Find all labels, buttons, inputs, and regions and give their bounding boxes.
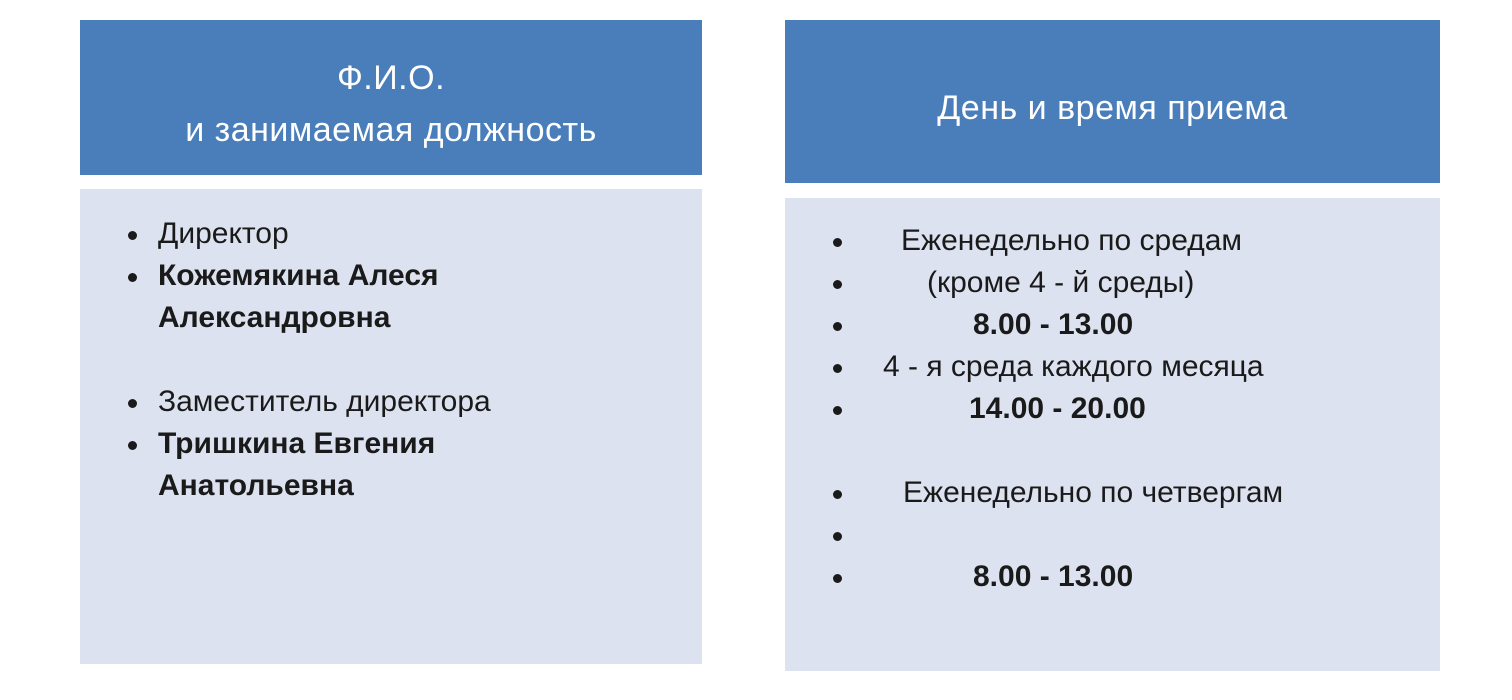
bullet-list-names <box>100 213 682 507</box>
column-names-positions <box>80 20 702 664</box>
list-item-text: Тришкина Евгения <box>158 427 436 460</box>
list-item-text-continuation: Александровна <box>158 301 391 334</box>
list-item-text: Кожемякина Алеся <box>158 259 439 292</box>
column-header-hours <box>785 20 1440 183</box>
list-item-text: 8.00 - 13.00 <box>973 560 1134 593</box>
list-item <box>805 388 1420 430</box>
column-reception-hours <box>785 20 1440 671</box>
list-item-spacer <box>805 430 1420 472</box>
column-body-names <box>80 189 702 664</box>
list-item-text: Заместитель директора <box>158 385 491 418</box>
list-item <box>805 220 1420 262</box>
list-item <box>100 423 682 507</box>
header-line-1: Ф.И.О. <box>336 59 446 97</box>
list-item-text: Еженедельно по четвергам <box>903 476 1284 509</box>
list-item-text: Директор <box>158 217 289 250</box>
list-item-text: 4 - я среда каждого месяца <box>883 350 1264 383</box>
list-item <box>805 556 1420 598</box>
column-header-names <box>80 20 702 175</box>
list-item-text-continuation: Анатольевна <box>158 469 354 502</box>
list-item <box>805 262 1420 304</box>
bullet-list-hours <box>805 220 1420 598</box>
list-item-text: 8.00 - 13.00 <box>973 308 1134 341</box>
list-item <box>805 346 1420 388</box>
list-item <box>100 213 682 255</box>
list-item <box>805 514 1420 556</box>
column-body-hours <box>785 198 1440 671</box>
header-line-2: и занимаемая должность <box>185 111 597 149</box>
list-item <box>805 304 1420 346</box>
list-item-text: (кроме 4 - й среды) <box>927 266 1195 299</box>
list-item <box>100 255 682 339</box>
list-item <box>100 381 682 423</box>
list-item-spacer <box>100 339 682 381</box>
list-item-text: Еженедельно по средам <box>901 224 1243 257</box>
list-item-text: 14.00 - 20.00 <box>969 392 1146 425</box>
list-item <box>805 472 1420 514</box>
header-line-1: День и время приема <box>937 89 1288 127</box>
